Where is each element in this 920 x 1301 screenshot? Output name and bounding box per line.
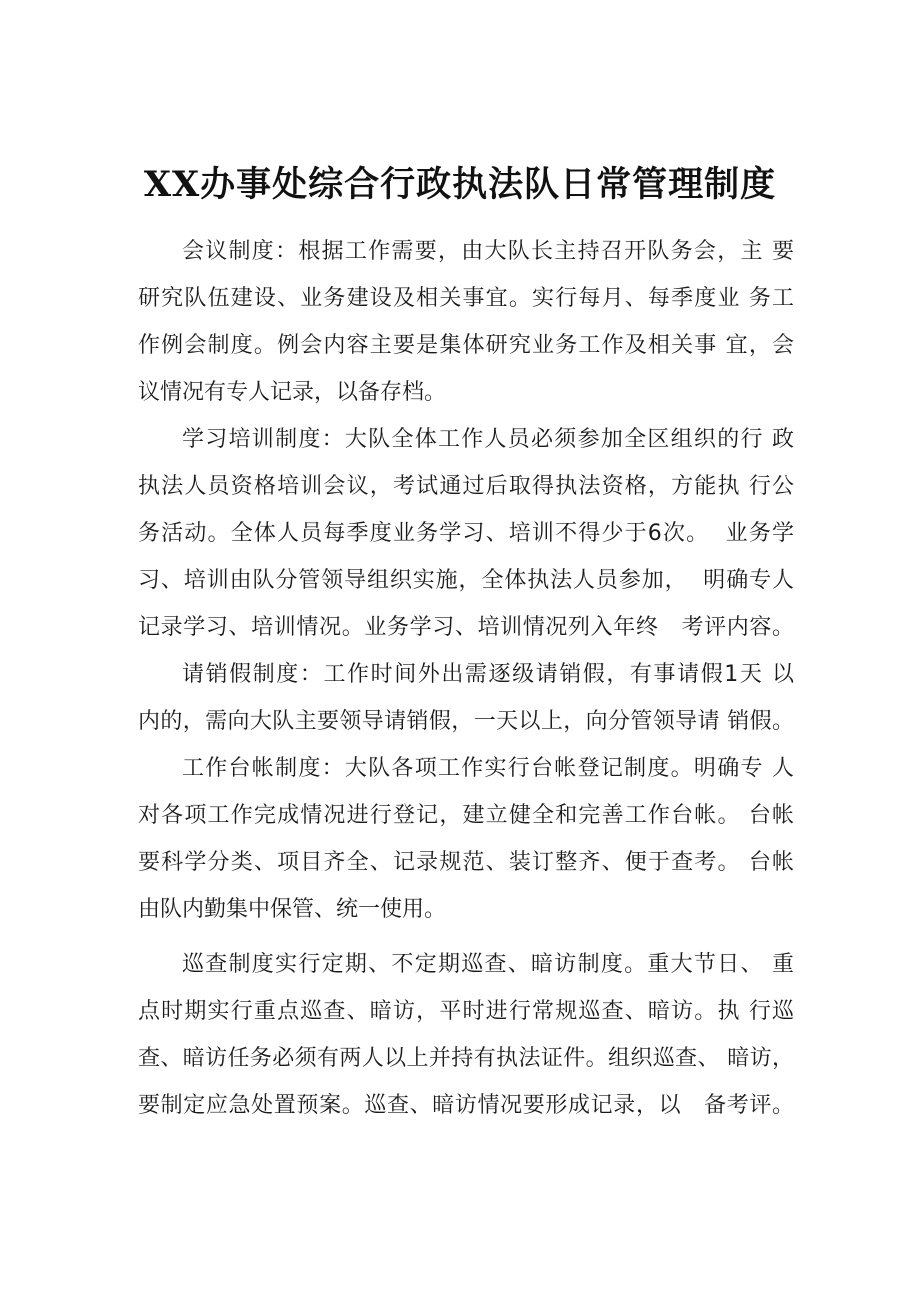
text-line: 请销假制度：工作时间外出需逐级请销假，有事请假1天 以: [182, 662, 794, 687]
paragraph-training-system: [138, 416, 794, 651]
text-line: 工作台帐制度：大队各项工作实行台帐登记制度。明确专 人: [182, 756, 794, 781]
text-line: 要科学分类、项目齐全、记录规范、装订整齐、便于查考。 台帐: [138, 850, 794, 875]
text-line: 执法人员资格培训会议，考试通过后取得执法资格，方能执 行公: [138, 474, 794, 499]
document-title: XX办事处综合行政执法队日常管理制度: [143, 164, 777, 205]
text-line: 对各项工作完成情况进行登记，建立健全和完善工作台帐。 台帐: [138, 803, 794, 828]
paragraph-meeting-system: [138, 228, 794, 416]
paragraph-spacer: [138, 933, 794, 941]
text-line: 巡查制度实行定期、不定期巡查、暗访制度。重大节日、 重: [182, 952, 794, 977]
text-line: 记录学习、培训情况。业务学习、培训情况列入年终 考评内容。: [138, 615, 794, 640]
text-line: 内的，需向大队主要领导请销假，一天以上，向分管领导请 销假。: [138, 709, 794, 734]
text-line: 研究队伍建设、业务建设及相关事宜。实行每月、每季度业 务工: [138, 286, 794, 311]
paragraph-ledger-system: [138, 745, 794, 933]
text-line: 议情况有专人记录，以备存档。: [138, 380, 447, 405]
text-line: 点时期实行重点巡查、暗访，平时进行常规巡查、暗访。执 行巡: [138, 999, 794, 1024]
text-line: 查、暗访任务必须有两人以上并持有执法证件。组织巡查、 暗访，: [138, 1046, 794, 1071]
text-line: 由队内勤集中保管、统一使用。: [138, 897, 447, 922]
text-line: 会议制度：根据工作需要，由大队长主持召开队务会，主 要: [182, 239, 794, 264]
document-body: [138, 228, 794, 1129]
text-line: 要制定应急处置预案。巡查、暗访情况要形成记录，以 备考评。: [138, 1093, 794, 1118]
text-line: 习、培训由队分管领导组织实施，全体执法人员参加， 明确专人: [138, 568, 794, 593]
text-line: 作例会制度。例会内容主要是集体研究业务工作及相关事 宜，会: [138, 333, 794, 358]
paragraph-inspection-system: [138, 941, 794, 1129]
text-line: 学习培训制度：大队全体工作人员必须参加全区组织的行 政: [182, 427, 794, 452]
paragraph-leave-system: [138, 651, 794, 745]
text-line: 务活动。全体人员每季度业务学习、培训不得少于6次。 业务学: [138, 521, 794, 546]
